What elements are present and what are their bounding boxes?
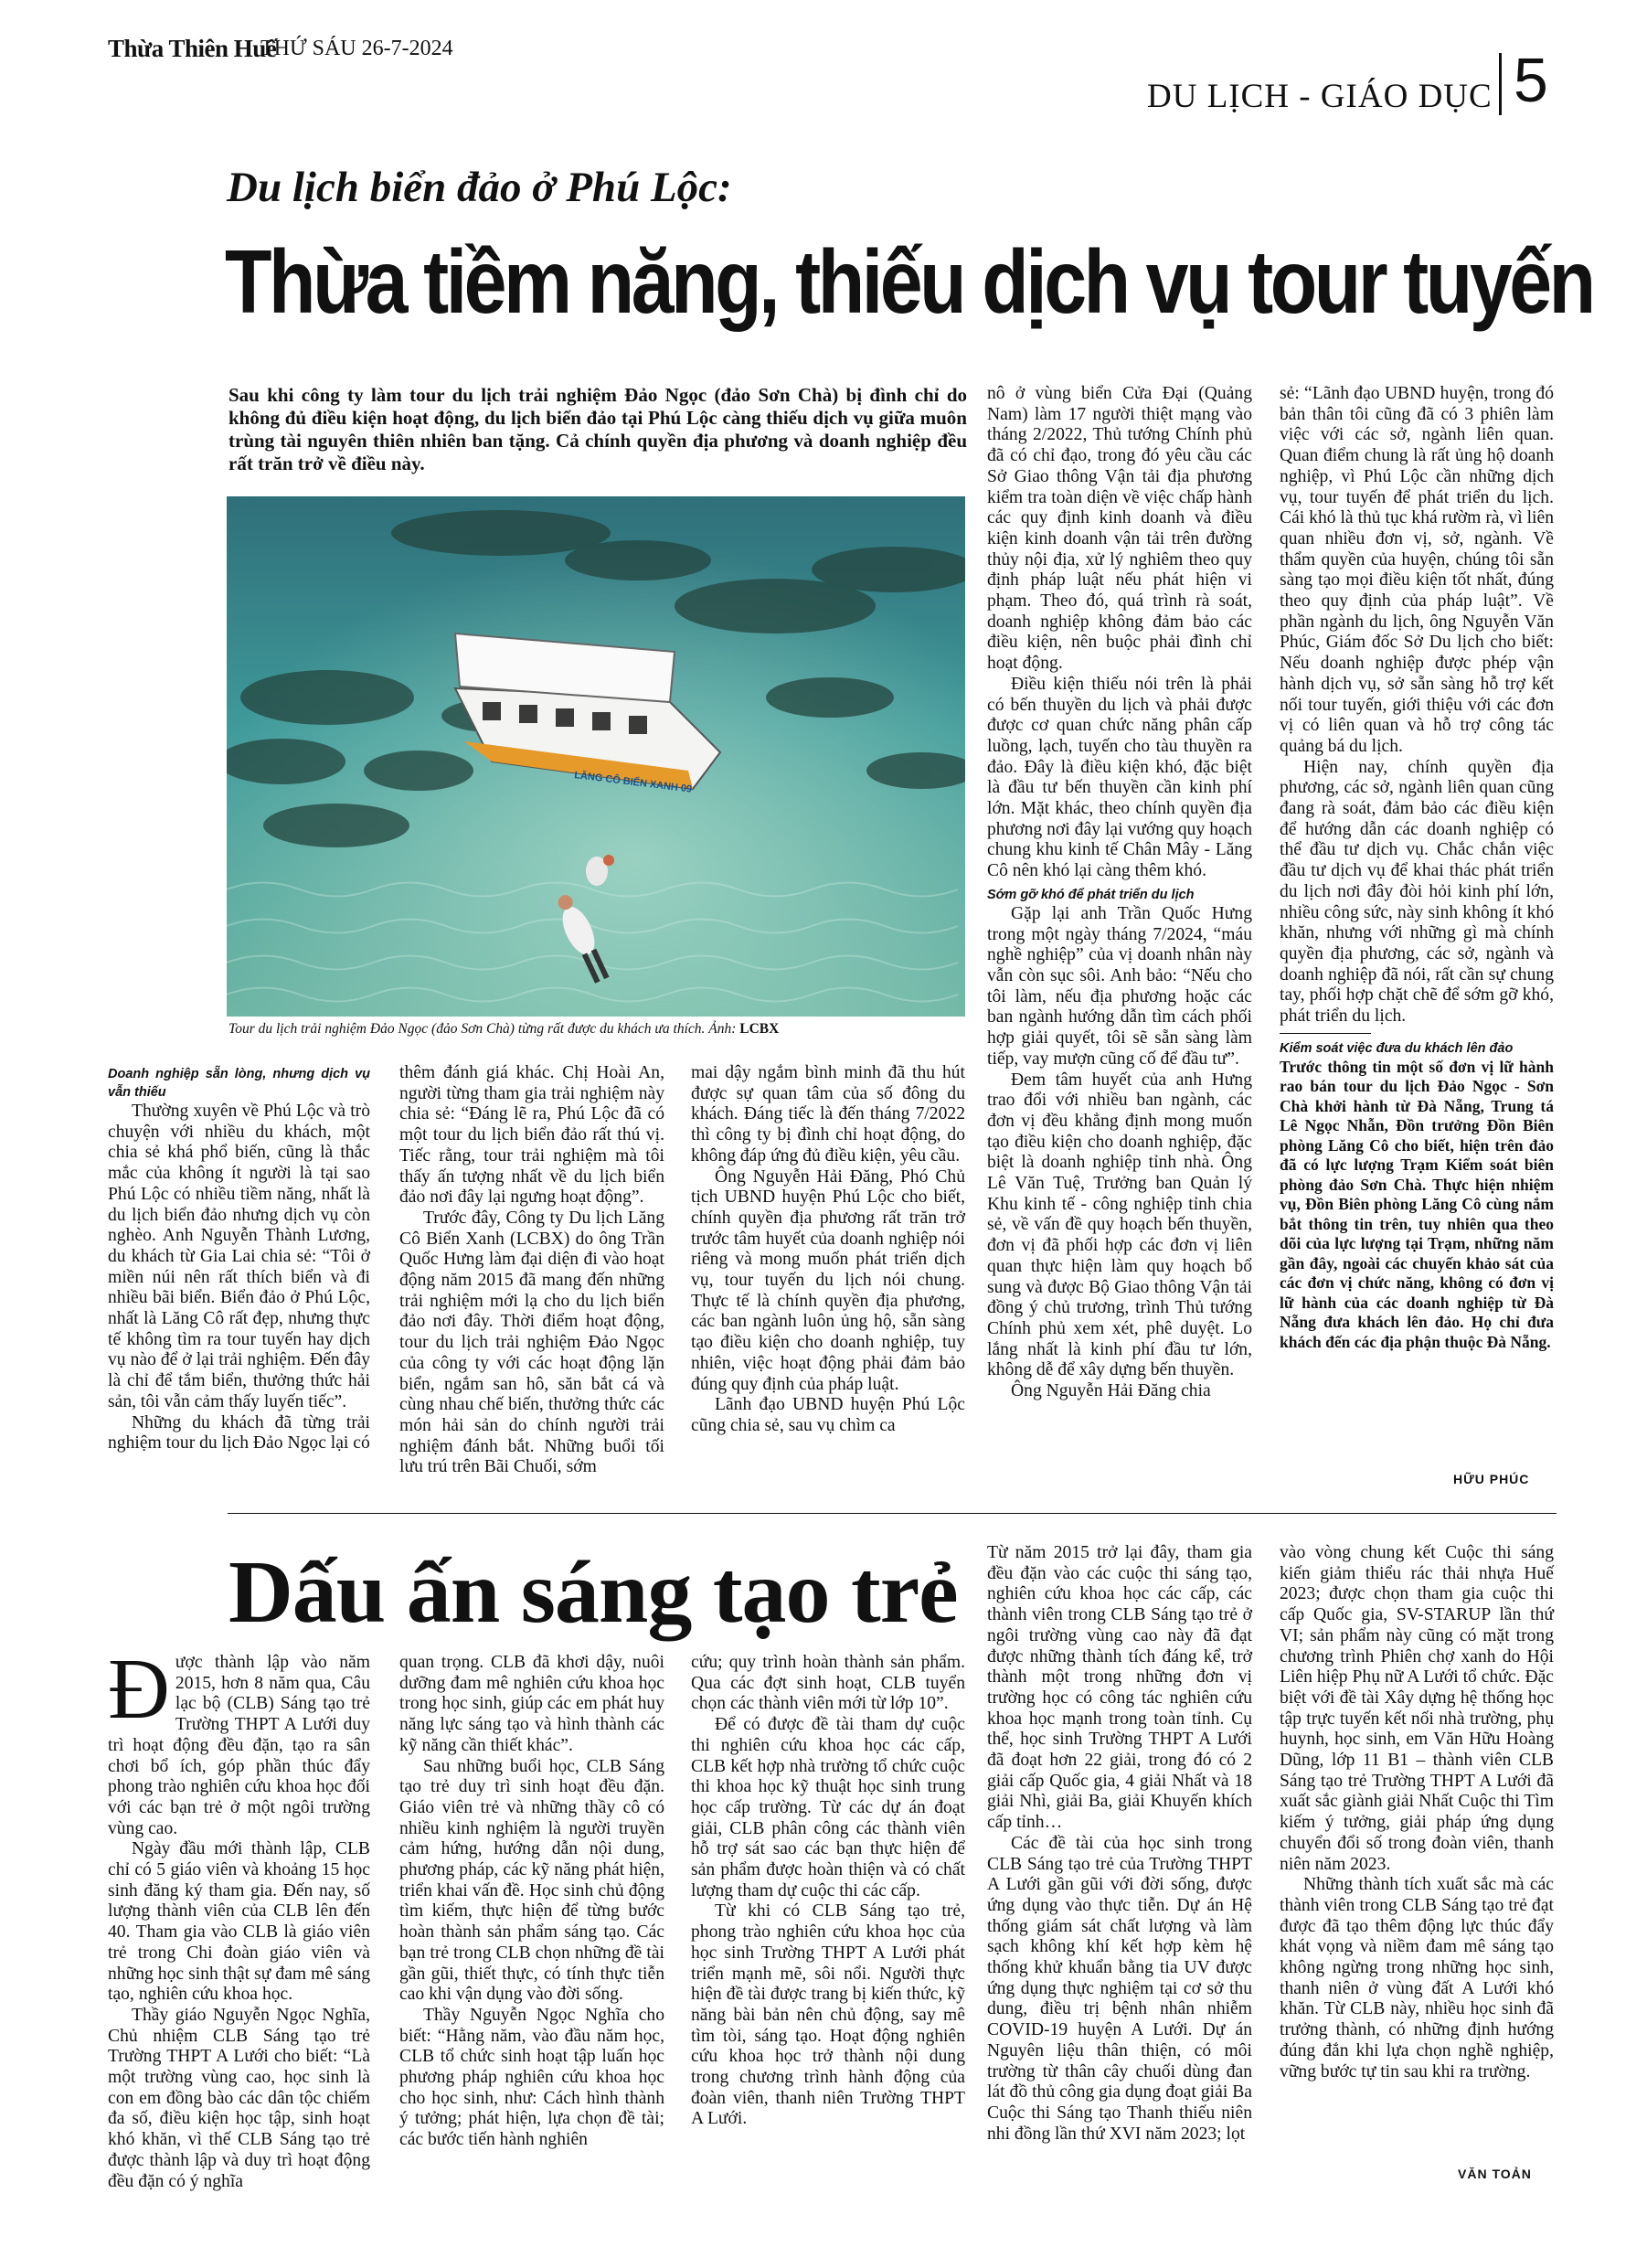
box-title: Kiểm soát việc đưa du khách lên đảo [1280, 1040, 1514, 1056]
paragraph: Gặp lại anh Trần Quốc Hưng trong một ngày tháng 7/2024, “máu nghề nghiệp” của vị doanh nhân này vẫn còn sục sôi. Anh bảo: “Nếu cho tôi làm, nếu địa phương hoặc các ban ngành hướng dẫn tìm cách phối hợp giải quyết, tôi sẽ sẵn sàng làm tiếp, vay mượn cũng cố để đầu tư”. [987, 903, 1252, 1069]
paragraph: Từ năm 2015 trở lại đây, tham gia đều đặn vào các cuộc thi sáng tạo, nghiên cứu khoa học các cấp, các thành viên trong CLB Sáng tạo trẻ ở ngôi trường vùng cao này đã đạt được những thành tích đáng kể, trở thành một trong những đơn vị trường học có công tác nghiên cứu khoa học mạnh trong toàn tỉnh. Cụ thể, học sinh Trường THPT A Lưới đã đoạt hơn 22 giải, trong đó có 2 giải cấp Quốc gia, 4 giải Nhất và 18 giải Nhì, giải Ba, giải Khuyến khích cấp tỉnh… [987, 1543, 1252, 1833]
byline: VĂN TOẢN [1458, 2167, 1532, 2181]
article2-column-4 [987, 1543, 1252, 2145]
paragraph: Những du khách đã từng trải nghiệm tour du lịch Đảo Ngọc lại có [108, 1412, 370, 1453]
paragraph: cứu; quy trình hoàn thành sản phẩm. Qua các đợt sinh hoạt, CLB tuyển chọn các thành viên mới từ lớp 10”. [691, 1653, 965, 1714]
page-number: 5 [1514, 46, 1548, 115]
article-kicker: Du lịch biển đảo ở Phú Lộc: [227, 164, 732, 211]
article1-column-2 [399, 1063, 664, 1478]
drop-cap: Đ [108, 1642, 170, 1737]
paragraph: Những thành tích xuất sắc mà các thành viên trong CLB Sáng tạo trẻ đạt được đã tạo thêm động lực thúc đẩy khát vọng và niềm đam mê sáng tạo không ngừng trong những học sinh, thanh niên ở vùng đất A Lưới khó khăn. Từ CLB này, nhiều học sinh đã trưởng thành, có những định hướng đúng đắn khi lựa chọn nghề nghiệp, vững bước tự tin sau khi ra trường. [1280, 1875, 1554, 2082]
article1-column-3 [691, 1063, 965, 1437]
paragraph: Ngày đầu mới thành lập, CLB chỉ có 5 giáo viên và khoảng 15 học sinh đăng ký tham gia. Đến nay, số lượng thành viên của CLB lên đến 40. Tham gia vào CLB là giáo viên trẻ trong Chi đoàn giáo viên và những học sinh thật sự đam mê sáng tạo, nghiên cứu khoa học. [108, 1839, 370, 2005]
article2-column-5 [1280, 1543, 1554, 2082]
paragraph: Từ khi có CLB Sáng tạo trẻ, phong trào nghiên cứu khoa học của học sinh Trường THPT A Lưới phát triển mạnh mẽ, sôi nổi. Người thực hiện đề tài được trang bị kiến thức, kỹ năng bài bản nên chủ động, say mê tìm tòi, sáng tạo. Hoạt động nghiên cứu khoa học trở thành nội dung trong chương trình hành động của đoàn viên, thanh niên Trường THPT A Lưới. [691, 1901, 965, 2129]
sea-boat-illustration [227, 496, 965, 1017]
paragraph: thêm đánh giá khác. Chị Hoài An, người từng tham gia trải nghiệm này chia sẻ: “Đáng lẽ ra, Phú Lộc đã có một tour du lịch biển đảo rất thú vị. Tiếc rằng, tour trải nghiệm mà tôi thấy ấn tượng nhất về du lịch biển đảo nơi đây lại ngưng hoạt động”. [399, 1063, 664, 1208]
article-headline: Thừa tiềm năng, thiếu dịch vụ tour tuyến [225, 231, 1593, 332]
paragraph: Điều kiện thiếu nói trên là phải có bến thuyền du lịch và phải được được cơ quan chức năng phân cấp luồng, lạch, tuyến cho tàu thuyền ra đảo. Đây là điều kiện khó, đặc biệt là đầu tư bến thuyền cần kinh phí lớn. Mặt khác, theo chính quyền địa phương nơi đây lại vướng quy hoạch chung khu kinh tế Chân Mây - Lăng Cô nên khó lại càng thêm khó. [987, 674, 1252, 881]
article1-column-1 [108, 1065, 370, 1454]
photo-caption [228, 1021, 965, 1038]
paragraph: Thường xuyên về Phú Lộc và trò chuyện với nhiều du khách, một chia sẻ khá phổ biến, cũng là thắc mắc của không ít người là tại sao Phú Lộc có nhiều tiềm năng, nhất là du lịch biển đảo nhưng dịch vụ còn nghèo. Anh Nguyễn Thành Lương, du khách từ Gia Lai chia sẻ: “Tôi ở miền núi nên rất thích biển và đi nhiều bãi biển. Biển đảo ở Phú Lộc, nhất là Lăng Cô rất đẹp, nhưng thực tế không tìm ra tour tuyến hay dịch vụ nào để ở lại trải nghiệm. Đến đây là chỉ để tắm biển, thưởng thức hải sản, tôi vẫn cảm thấy luyến tiếc”. [108, 1102, 370, 1411]
article2-column-2 [399, 1653, 664, 2151]
subheading: Doanh nghiệp sẵn lòng, nhưng dịch vụ vẫn thiếu [108, 1067, 370, 1100]
paragraph: nô ở vùng biển Cửa Đại (Quảng Nam) làm 17 người thiệt mạng vào tháng 2/2022, Thủ tướng Chính phủ đã có chỉ đạo, trong đó yêu cầu các Sở Giao thông Vận tải địa phương kiểm tra toàn diện về việc chấp hành các quy định kinh doanh và điều kiện kinh doanh vận tải trên đường thủy nội địa, xử lý nghiêm theo quy định pháp luật nếu phát hiện vi phạm. Theo đó, quá trình rà soát, doanh nghiệp không đảm bảo các điều kiện, nên buộc phải đình chỉ hoạt động. [987, 384, 1252, 674]
issue-date: THỨ SÁU 26-7-2024 [260, 37, 453, 60]
paragraph: Để có được đề tài tham dự cuộc thi nghiên cứu khoa học các cấp, CLB kết hợp nhà trường tổ chức cuộc thi khoa học kỹ thuật học sinh trung học cấp trường. Từ các dự án đoạt giải, CLB phân công các thành viên hỗ trợ sát sao các bạn thực hiện để sản phẩm được hoàn thiện và có chất lượng tham dự cuộc thi các cấp. [691, 1715, 965, 1901]
section-title: DU LỊCH - GIÁO DỤC [1147, 78, 1493, 115]
paragraph-text: ược thành lập vào năm 2015, hơn 8 năm qua, Câu lạc bộ (CLB) Sáng tạo trẻ Trường THPT A Lưới duy trì hoạt động đều đặn, tạo ra sân chơi bổ ích, góp phần thúc đẩy phong trào nghiên cứu khoa học đối với các bạn trẻ ở một ngôi trường vùng cao. [108, 1653, 370, 1838]
header-divider [1499, 53, 1502, 115]
byline: HỮU PHÚC [1453, 1472, 1530, 1486]
paragraph: mai dậy ngắm bình minh đã thu hút được sự quan tâm của số đông du khách. Đáng tiếc là đến tháng 7/2022 thì công ty bị đình chỉ hoạt động, do không đáp ứng đủ điều kiện, yêu cầu. [691, 1063, 965, 1166]
box-text: Trước thông tin một số đơn vị lữ hành rao bán tour du lịch Đảo Ngọc - Sơn Chà khởi hành từ Đà Nẵng, Trung tá Lê Ngọc Nhẫn, Đồn trưởng Đồn Biên phòng Lăng Cô cho biết, hiện trên đảo đã có lực lượng Trạm Kiểm soát biên phòng đảo Sơn Chà. Thực hiện nhiệm vụ, Đồn Biên phòng Lăng Cô cùng nắm bắt thông tin trên, tuy nhiên qua theo dõi của lực lượng tại Trạm, những năm gần đây, ngoài các chuyến khảo sát của các đơn vị chức năng, không có đơn vị lữ hành của các doanh nghiệp từ Đà Nẵng đưa khách lên đảo. Họ chỉ đưa khách đến các địa phận thuộc Đà Nẵng. [1280, 1057, 1554, 1351]
paragraph: Lãnh đạo UBND huyện Phú Lộc cũng chia sẻ, sau vụ chìm ca [691, 1395, 965, 1435]
article2-headline: Dấu ấn sáng tạo trẻ [228, 1543, 958, 1642]
article2-column-1 [108, 1642, 370, 2192]
article1-column-4 [987, 384, 1252, 1402]
paragraph: Ông Nguyễn Hải Đăng, Phó Chủ tịch UBND huyện Phú Lộc cho biết, chính quyền địa phương rất trăn trở trước tâm huyết của doanh nghiệp nói riêng và mong muốn phát triển dịch vụ, tour tuyến du lịch nói chung. Thực tế là chính quyền địa phương, các ban ngành luôn ủng hộ, sẵn sàng tạo điều kiện cho doanh nghiệp, tuy nhiên, việc hoạt động phải đảm bảo đúng quy định của pháp luật. [691, 1166, 965, 1394]
paragraph: Thầy Nguyễn Ngọc Nghĩa cho biết: “Hằng năm, vào đầu năm học, CLB tổ chức sinh hoạt tập luấn học phương pháp nghiên cứu khoa học cho học sinh, như: Cách hình thành ý tưởng; phát hiện, lựa chọn đề tài; các bước tiến hành nghiên [399, 2005, 664, 2150]
paragraph: Sau những buổi học, CLB Sáng tạo trẻ duy trì sinh hoạt đều đặn. Giáo viên trẻ và những thầy cô có nhiều kinh nghiệm là người truyền cảm hứng, hướng dẫn nội dung, phương pháp, các kỹ năng phát hiện, triển khai vấn đề. Học sinh chủ động tìm kiếm, thực hiện để từng bước hoàn thành sản phẩm sáng tạo. Các bạn trẻ trong CLB chọn những đề tài gần gũi, thiết thực, có tính thực tiễn cao khi vận dụng vào đời sống. [399, 1756, 664, 2005]
article-lead: Sau khi công ty làm tour du lịch trải nghiệm Đảo Ngọc (đảo Sơn Chà) bị đình chỉ do không đủ điều kiện hoạt động, du lịch biển đảo tại Phú Lộc càng thiếu dịch vụ giữa muôn trùng tài nguyên thiên nhiên ban tặng. Cả chính quyền địa phương và doanh nghiệp đều rất trăn trở về điều này. [228, 384, 967, 474]
boat-photo [227, 496, 965, 1017]
subheading: Sớm gỡ khó để phát triển du lịch [987, 887, 1195, 902]
paragraph: vào vòng chung kết Cuộc thi sáng kiến giảm thiểu rác thải nhựa Huế 2023; được chọn tham gia cuộc thi cấp Quốc gia, SV-STARUP lần thứ VI; sản phẩm này cũng có mặt trong chương trình Phiên chợ xanh do Hội Liên hiệp Phụ nữ A Lưới tổ chức. Đặc biệt với đề tài Xây dựng hệ thống học tập trực tuyến kết nối nhà trường, phụ huynh, học sinh, em Văn Hữu Hoàng Dũng, lớp 11 B1 – thành viên CLB Sáng tạo trẻ Trường THPT A Lưới đã xuất sắc giành giải Nhất Cuộc thi Tìm kiếm ý tưởng, giải pháp ứng dụng chuyển đổi số trong đoàn viên, thanh niên năm 2023. [1280, 1543, 1554, 1874]
boat-sign: LĂNG CÔ BIỂN XANH 09 [573, 770, 693, 795]
paragraph: Hiện nay, chính quyền địa phương, các sở, ngành liên quan cũng đang rà soát, đảm bảo các điều kiện để hướng dẫn các doanh nghiệp có thể đầu tư dịch vụ. Chắc chắn việc đầu tư dịch vụ để khai thác phát triển du lịch nơi đây đòi hỏi kinh phí lớn, nhiều công sức, này sinh không ít khó khăn, nhưng với những gì mà chính quyền địa phương, các sở, ngành và doanh nghiệp đã nói, rất cần sự chung tay, phối hợp chặt chẽ để sớm gỡ khó, phát triển du lịch. [1280, 757, 1554, 1027]
article-separator [228, 1513, 1557, 1514]
paragraph [108, 1642, 370, 1839]
paragraph: Trước đây, Công ty Du lịch Lăng Cô Biển Xanh (LCBX) do ông Trần Quốc Hưng làm đại diện đi vào hoạt động năm 2015 đã mang đến những trải nghiệm mới lạ cho du lịch biển đảo nơi đây. Thời điểm hoạt động, tour du lịch trải nghiệm Đảo Ngọc của công ty với các hoạt động lặn biển, ngắm san hô, săn bắt cá và cùng nhau chế biến, thưởng thức các món hải sản do chính người trải nghiệm đánh bắt. Những buổi tối lưu trú trên Bãi Chuối, sớm [399, 1208, 664, 1477]
paragraph: quan trọng. CLB đã khơi dậy, nuôi dưỡng đam mê nghiên cứu khoa học trong học sinh, giúp các em phát huy năng lực sáng tạo và hình thành các kỹ năng cần thiết khác”. [399, 1653, 664, 1755]
article1-column-5 [1280, 384, 1554, 1352]
box-divider [1280, 1033, 1371, 1034]
article2-column-3 [691, 1653, 965, 2130]
paragraph: Đem tâm huyết của anh Hưng trao đổi với nhiều ban ngành, các đơn vị đều khẳng định mong muốn tạo điều kiện cho doanh nghiệp, đặc biệt là doanh nghiệp tỉnh nhà. Ông Lê Văn Tuệ, Trưởng ban Quản lý Khu kinh tế - công nghiệp tỉnh chia sẻ, về vấn đề quy hoạch bến thuyền, đơn vị đã phối hợp các đơn vị liên quan thực hiện làm quy hoạch bổ sung và được Bộ Giao thông Vận tải đồng ý chủ trương, trình Thủ tướng Chính phủ xem xét, phê duyệt. Lo lắng nhất là kinh phí đầu tư lớn, không dễ để xây dựng bến thuyền. [987, 1070, 1252, 1380]
newspaper-name: Thừa Thiên Huế [108, 35, 277, 62]
photo-credit: LCBX [739, 1021, 780, 1037]
paragraph: Ông Nguyễn Hải Đăng chia [1011, 1381, 1211, 1401]
paragraph: sẻ: “Lãnh đạo UBND huyện, trong đó bản thân tôi cũng đã có 3 phiên làm việc với các sở, ngành liên quan. Quan điểm chung là rất ủng hộ doanh nghiệp, vì Phú Lộc cần những dịch vụ, tour tuyến để phát triển du lịch. Cái khó là thủ tục khá rườm rà, vì liên quan nhiều đơn vị, sở, ngành. Về thẩm quyền của huyện, chúng tôi sẵn sàng tạo mọi điều kiện tốt nhất, đúng theo quy định của pháp luật”. Về phần ngành du lịch, ông Nguyễn Văn Phúc, Giám đốc Sở Du lịch cho biết: Nếu doanh nghiệp được phép vận hành dịch vụ, sở sẵn sàng hỗ trợ kết nối tour tuyến, giới thiệu với các đơn vị có liên quan và hỗ trợ công tác quảng bá du lịch. [1280, 384, 1554, 756]
caption-text: Tour du lịch trải nghiệm Đảo Ngọc (đảo Sơn Chà) từng rất được du khách ưa thích. Ảnh: [228, 1021, 737, 1037]
paragraph: Thầy giáo Nguyễn Ngọc Nghĩa, Chủ nhiệm CLB Sáng tạo trẻ Trường THPT A Lưới cho biết: “Là một trường vùng cao, học sinh là con em đồng bào các dân tộc chiếm đa số, điều kiện học tập, sinh hoạt khó khăn, vì thế CLB Sáng tạo trẻ được thành lập và duy trì hoạt động đều đặn có ý nghĩa [108, 2005, 370, 2191]
paragraph: Các đề tài của học sinh trong CLB Sáng tạo trẻ của Trường THPT A Lưới gần gũi với đời sống, được ứng dụng vào thực tiễn. Dự án Hệ thống giám sát chất lượng và làm sạch không khí kết hợp kèm hệ thống khử khuẩn bằng tia UV được ứng dụng thực nghiệm tại cơ sở thu dung, điều trị bệnh nhân nhiễm COVID-19 huyện A Lưới. Dự án Nguyên liệu thân thiện, có môi trường từ thân cây chuối dùng đan lát đồ thủ công gia dụng đoạt giải Ba Cuộc thi Sáng tạo Thanh thiếu niên nhi đồng lần thứ XVI năm 2023; lọt [987, 1833, 1252, 2144]
